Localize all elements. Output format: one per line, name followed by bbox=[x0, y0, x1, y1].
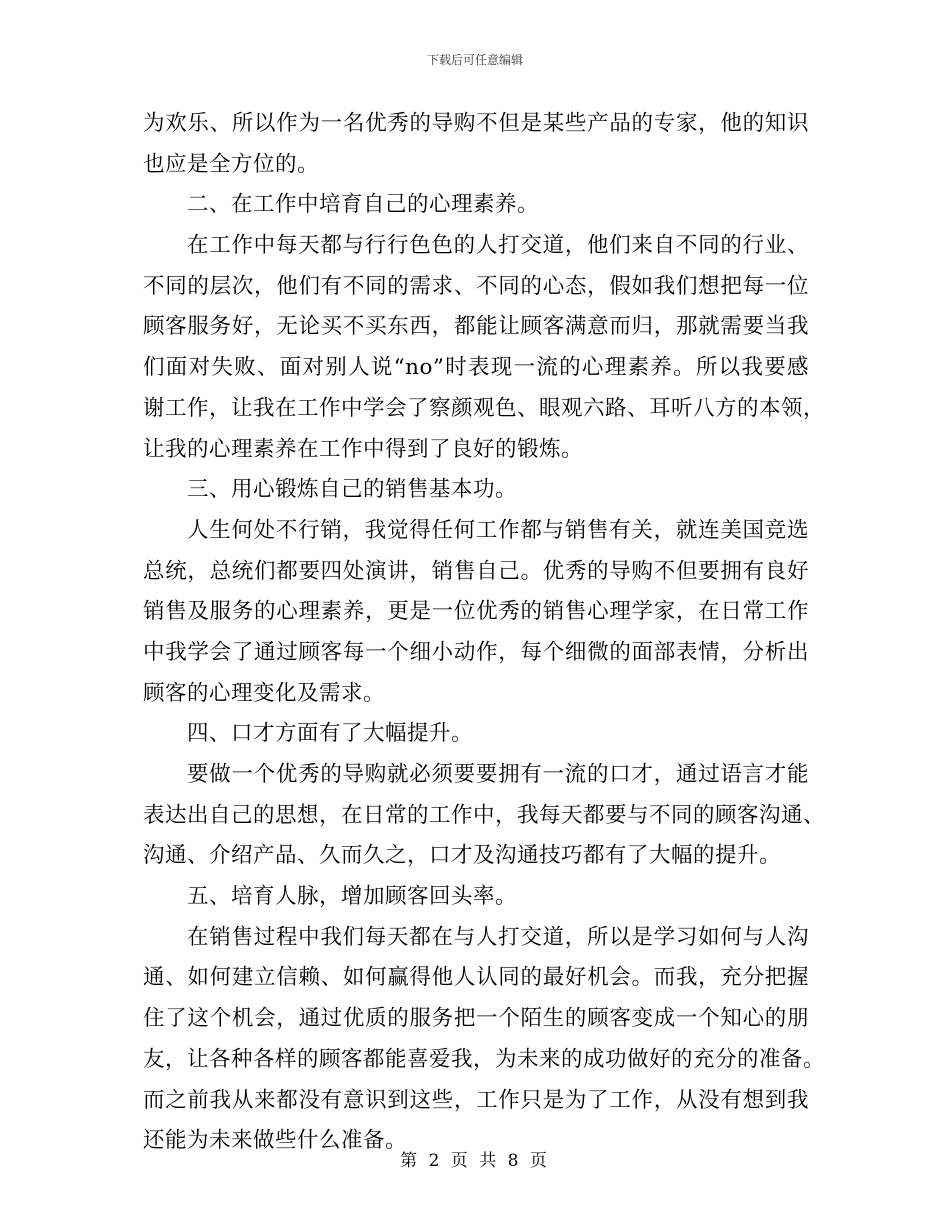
paragraph-first-line: 五、培育人脉，增加顾客回头率。 bbox=[187, 884, 518, 910]
paragraph-first-line: 四、口才方面有了大幅提升。 bbox=[187, 721, 474, 747]
paragraph-first-line: 在工作中每天都与行行色色的人打交道，他们来自不同的行业、 bbox=[187, 233, 809, 259]
text-line: 谢工作，让我在工作中学会了察颜观色、眼观六路、耳听八方的本领， bbox=[143, 395, 826, 421]
text-line: 为欢乐、所以作为一名优秀的导购不但是某些产品的专家，他的知识 bbox=[143, 111, 809, 136]
text-line: 总统，总统们都要四处演讲，销售自己。优秀的导购不但要拥有良好 bbox=[143, 558, 809, 584]
text-line: 表达出自己的思想，在日常的工作中，我每天都要与不同的顾客沟通、 bbox=[143, 802, 826, 828]
text-line: 中我学会了通过顾客每一个细小动作，每个细微的面部表情，分析出 bbox=[143, 639, 809, 665]
text-line: 而之前我从来都没有意识到这些，工作只是为了工作，从没有想到我 bbox=[143, 1087, 809, 1113]
text-line: 们面对失败、面对别人说“no”时表现一流的心理素养。所以我要感 bbox=[143, 355, 809, 381]
page-header: 下载后可任意编辑 bbox=[426, 53, 523, 67]
text-line: 友，让各种各样的顾客都能喜爱我，为未来的成功做好的充分的准备。 bbox=[143, 1046, 826, 1072]
paragraph-first-line: 三、用心锻炼自己的销售基本功。 bbox=[187, 477, 518, 503]
paragraph-first-line: 在销售过程中我们每天都在与人打交道，所以是学习如何与人沟 bbox=[187, 924, 809, 950]
text-line: 让我的心理素养在工作中得到了良好的锻炼。 bbox=[143, 436, 584, 462]
text-line: 沟通、介绍产品、久而久之，口才及沟通技巧都有了大幅的提升。 bbox=[143, 843, 782, 869]
text-line: 顾客服务好，无论买不买东西，都能让顾客满意而归，那就需要当我 bbox=[143, 314, 809, 340]
text-line: 也应是全方位的。 bbox=[143, 151, 320, 177]
document-body bbox=[143, 104, 826, 1162]
paragraph-first-line: 要做一个优秀的导购就必须要要拥有一流的口才，通过语言才能 bbox=[187, 762, 809, 787]
text-line: 还能为未来做些什么准备。 bbox=[143, 1128, 408, 1154]
paragraph-first-line: 二、在工作中培育自己的心理素养。 bbox=[187, 192, 540, 218]
text-line: 不同的层次，他们有不同的需求、不同的心态，假如我们想把每一位 bbox=[143, 273, 809, 299]
page-footer: 第 2 页 共 8 页 bbox=[400, 1151, 550, 1171]
text-line: 住了这个机会，通过优质的服务把一个陌生的顾客变成一个知心的朋 bbox=[143, 1006, 809, 1032]
text-line: 顾客的心理变化及需求。 bbox=[143, 680, 386, 706]
text-line: 通、如何建立信赖、如何赢得他人认同的最好机会。而我，充分把握 bbox=[143, 965, 809, 991]
text-line: 销售及服务的心理素养，更是一位优秀的销售心理学家，在日常工作 bbox=[143, 599, 809, 625]
paragraph-first-line: 人生何处不行销，我觉得任何工作都与销售有关，就连美国竞选 bbox=[187, 517, 809, 543]
